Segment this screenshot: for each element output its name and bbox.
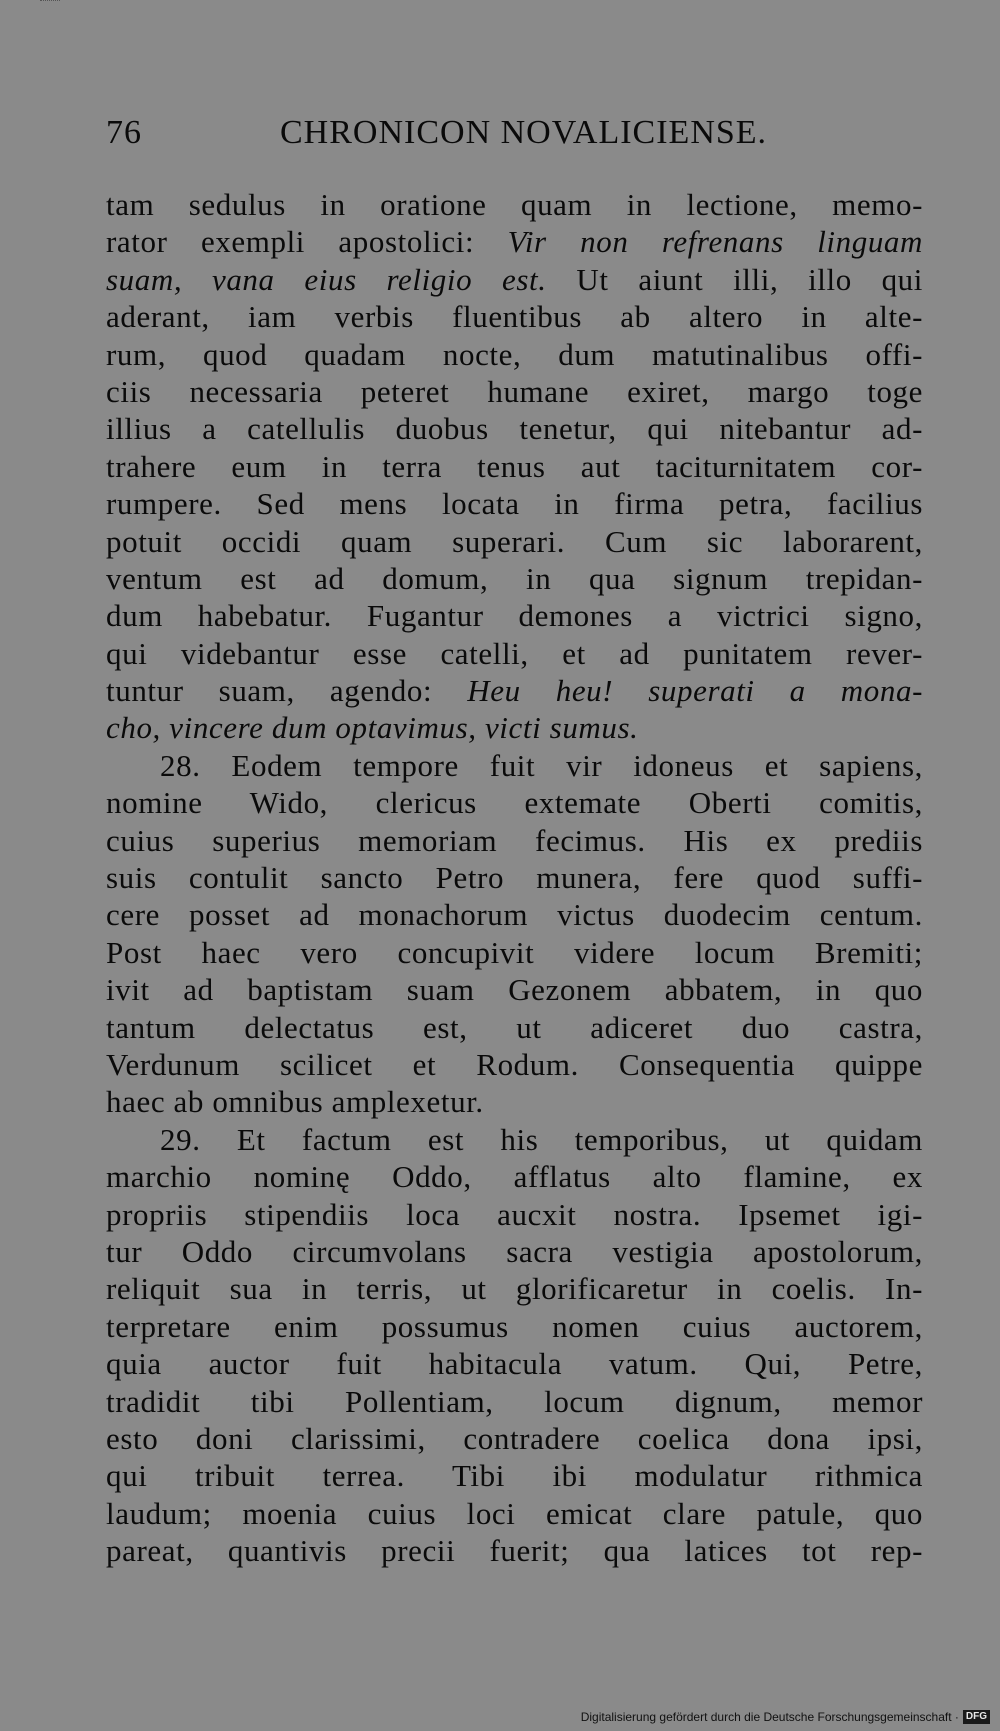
text-segment: cere posset ad monachorum victus duodecim centum. — [106, 897, 923, 933]
text-segment: Verdunum scilicet et Rodum. Consequentia quippe — [106, 1046, 923, 1082]
text-segment: potuit occidi quam superari. Cum sic laborarent, — [106, 523, 923, 559]
italic-text: cho, vincere dum optavimus, victi sumus. — [106, 710, 639, 746]
text-line — [106, 298, 923, 335]
text-line — [106, 896, 923, 933]
text-line — [106, 373, 923, 410]
text-line — [106, 934, 923, 971]
dfg-logo-icon: DFG — [963, 1710, 990, 1724]
text-line — [106, 971, 923, 1008]
text-line — [106, 822, 923, 859]
page-header — [106, 114, 926, 158]
text-segment: ventum est ad domum, in qua signum trepidan- — [106, 560, 923, 596]
text-segment: qui videbantur esse catelli, et ad punitatem rever- — [106, 635, 923, 671]
footer — [581, 1709, 990, 1725]
italic-text: Heu heu! superati a mona- — [467, 673, 923, 709]
text-line — [106, 1457, 923, 1494]
text-segment: tradidit tibi Pollentiam, locum dignum, memor — [106, 1383, 923, 1419]
text-segment: terpretare enim possumus nomen cuius auctorem, — [106, 1308, 923, 1344]
text-line — [106, 1083, 923, 1120]
text-line — [106, 485, 923, 522]
text-line — [106, 1233, 923, 1270]
italic-text: suam, vana eius religio est. — [106, 261, 547, 297]
text-segment: illius a catellulis duobus tenetur, qui nitebantur ad- — [106, 411, 923, 447]
text-segment: rator exempli apostolici: — [106, 224, 508, 260]
text-line — [106, 448, 923, 485]
text-line — [106, 1420, 923, 1457]
text-segment: tantum delectatus est, ut adiceret duo castra, — [106, 1009, 923, 1045]
text-segment: aderant, iam verbis fluentibus ab altero in alte- — [106, 299, 923, 335]
text-line — [106, 672, 923, 709]
text-line — [106, 1196, 923, 1233]
text-segment: Post haec vero concupivit videre locum Bremiti; — [106, 934, 923, 970]
text-line — [106, 186, 923, 223]
text-segment: qui tribuit terrea. Tibi ibi modulatur rithmica — [106, 1458, 923, 1494]
text-line — [106, 1345, 923, 1382]
text-line — [106, 223, 923, 260]
text-line — [106, 261, 923, 298]
text-segment: rum, quod quadam nocte, dum matutinalibus offi- — [106, 336, 923, 372]
italic-text: Vir non refrenans linguam — [507, 224, 924, 260]
text-line — [106, 859, 923, 896]
text-segment: quia auctor fuit habitacula vatum. Qui, Petre, — [106, 1346, 923, 1382]
text-line — [106, 336, 923, 373]
text-segment: ciis necessaria peteret humane exiret, margo toge — [106, 373, 923, 409]
text-segment: haec ab omnibus amplexetur. — [106, 1084, 484, 1120]
footer-credit: Digitalisierung gefördert durch die Deutsche Forschungsgemeinschaft · — [580, 1710, 959, 1724]
text-line — [106, 1532, 923, 1569]
text-segment: trahere eum in terra tenus aut taciturnitatem cor- — [106, 448, 923, 484]
text-line — [106, 523, 923, 560]
text-segment: nomine Wido, clericus extemate Oberti comitis, — [106, 785, 923, 821]
text-line — [106, 1383, 923, 1420]
text-line — [106, 635, 923, 672]
text-segment: 29. Et factum est his temporibus, ut quidam — [160, 1121, 923, 1157]
text-segment: propriis stipendiis loca aucxit nostra. Ipsemet igi- — [106, 1196, 923, 1232]
text-segment: cuius superius memoriam fecimus. His ex prediis — [106, 822, 923, 858]
text-line — [106, 597, 923, 634]
text-segment: reliquit sua in terris, ut glorificaretur in coelis. In- — [106, 1271, 923, 1307]
running-title: CHRONICON NOVALICIENSE. — [280, 114, 768, 151]
text-line — [106, 1009, 923, 1046]
text-line — [106, 709, 923, 746]
text-line — [106, 784, 923, 821]
text-line — [106, 1158, 923, 1195]
scan-corner-mark — [40, 0, 60, 5]
page-number: 76 — [106, 114, 142, 151]
text-segment: rumpere. Sed mens locata in firma petra, facilius — [106, 486, 923, 522]
text-line — [106, 410, 923, 447]
text-segment: tam sedulus in oratione quam in lectione, memo- — [106, 187, 923, 222]
text-line — [106, 1121, 923, 1158]
text-segment: tuntur suam, agendo: — [106, 673, 468, 709]
text-segment: tur Oddo circumvolans sacra vestigia apostolorum, — [106, 1233, 923, 1269]
text-segment: Ut aiunt illi, illo qui — [546, 261, 923, 297]
text-segment: suis contulit sancto Petro munera, fere quod suffi- — [106, 860, 923, 896]
body-text — [106, 186, 923, 1569]
text-segment: marchio nominę Oddo, afflatus alto flamine, ex — [106, 1159, 923, 1195]
text-line — [106, 1308, 923, 1345]
text-segment: laudum; moenia cuius loci emicat clare patule, quo — [106, 1495, 923, 1531]
text-segment: esto doni clarissimi, contradere coelica dona ipsi, — [106, 1420, 923, 1456]
text-segment: 28. Eodem tempore fuit vir idoneus et sapiens, — [160, 747, 923, 783]
text-segment: dum habebatur. Fugantur demones a victrici signo, — [106, 598, 923, 634]
text-line — [106, 560, 923, 597]
text-line — [106, 747, 923, 784]
text-line — [106, 1495, 923, 1532]
text-segment: ivit ad baptistam suam Gezonem abbatem, in quo — [106, 972, 923, 1008]
text-line — [106, 1270, 923, 1307]
text-line — [106, 1046, 923, 1083]
text-segment: pareat, quantivis precii fuerit; qua latices tot rep- — [106, 1533, 923, 1569]
